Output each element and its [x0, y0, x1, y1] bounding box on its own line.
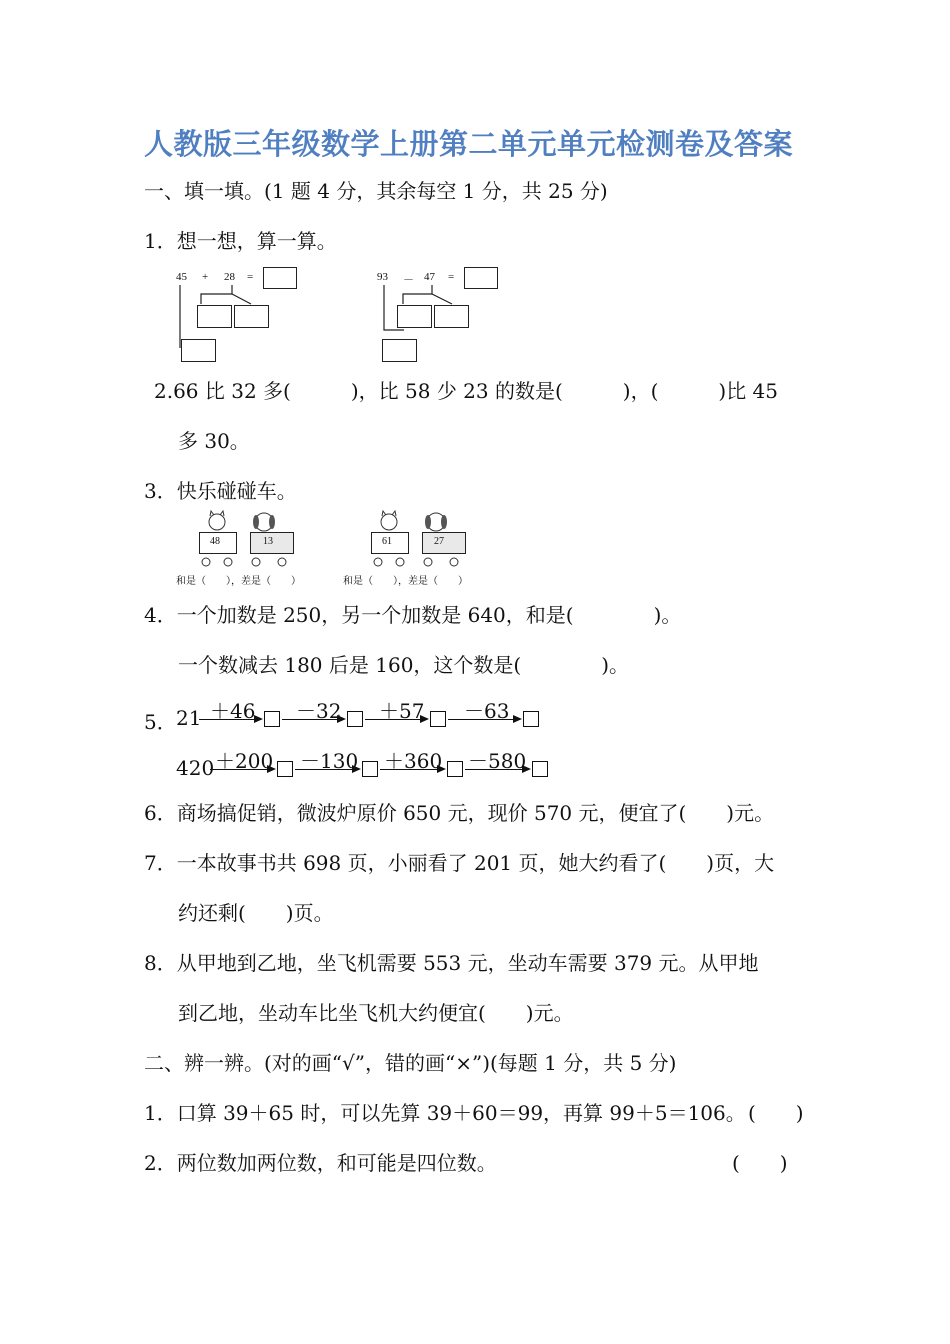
q7-line1: 7．一本故事书共 698 页，小丽看了 201 页，她大约看了( )页，大: [144, 851, 775, 875]
q7-line2: 约还剩( )页。: [178, 901, 334, 925]
arrow: [295, 769, 359, 770]
answer-box[interactable]: [277, 761, 293, 777]
section1-heading: 一、填一填。(1 题 4 分，其余每空 1 分，共 25 分): [144, 179, 608, 203]
answer-box[interactable]: [434, 305, 469, 328]
q1-text: 1．想一想，算一算。: [144, 229, 337, 253]
section2-heading: 二、辨一辨。(对的画“√”，错的画“×”)(每题 1 分，共 5 分): [144, 1051, 677, 1075]
s2-q1-text: 1．口算 39＋65 时，可以先算 39＋60＝99，再算 99＋5＝106。: [144, 1101, 746, 1125]
s2-q2-text: 2．两位数加两位数，和可能是四位数。: [144, 1151, 497, 1175]
q6-text: 6．商场搞促销，微波炉原价 650 元，现价 570 元，便宜了( )元。: [144, 801, 775, 825]
s2-q1-answer-paren[interactable]: ( ): [748, 1101, 804, 1125]
answer-box[interactable]: [197, 305, 232, 328]
bumper-car: [422, 532, 466, 554]
arrow: [199, 719, 261, 720]
s2-q2-answer-paren[interactable]: ( ): [732, 1151, 788, 1175]
answer-box[interactable]: [447, 761, 463, 777]
answer-box[interactable]: [382, 339, 417, 362]
answer-box[interactable]: [397, 305, 432, 328]
arrow: [465, 769, 529, 770]
q8-line2: 到乙地，坐动车比坐飞机大约便宜( )元。: [178, 1001, 574, 1025]
answer-box[interactable]: [264, 711, 280, 727]
answer-box[interactable]: [523, 711, 539, 727]
q2-line2: 多 30。: [178, 429, 250, 453]
q4-line2: 一个数减去 180 后是 160，这个数是( )。: [178, 653, 630, 677]
page-title: 人教版三年级数学上册第二单元单元检测卷及答案: [144, 127, 794, 161]
arrow: [210, 769, 274, 770]
q3-label-left: 和是（ ），差是（ ）: [176, 576, 301, 587]
answer-box[interactable]: [362, 761, 378, 777]
arrow: [380, 769, 444, 770]
answer-box[interactable]: [181, 339, 216, 362]
q8-line1: 8．从甲地到乙地，坐飞机需要 553 元，坐动车需要 379 元。从甲地: [144, 951, 759, 975]
arrow: [282, 719, 344, 720]
answer-box[interactable]: [347, 711, 363, 727]
answer-box[interactable]: [234, 305, 269, 328]
arrow: [448, 719, 520, 720]
answer-box[interactable]: [430, 711, 446, 727]
q3-label-right: 和是（ ），差是（ ）: [343, 576, 468, 587]
q4-line1: 4．一个加数是 250，另一个加数是 640，和是( )。: [144, 603, 682, 627]
q3-text: 3．快乐碰碰车。: [144, 479, 297, 503]
q2-line1: 2.66 比 32 多( )，比 58 少 23 的数是( )，( )比 45: [154, 379, 779, 403]
arrow: [365, 719, 427, 720]
answer-box[interactable]: [532, 761, 548, 777]
